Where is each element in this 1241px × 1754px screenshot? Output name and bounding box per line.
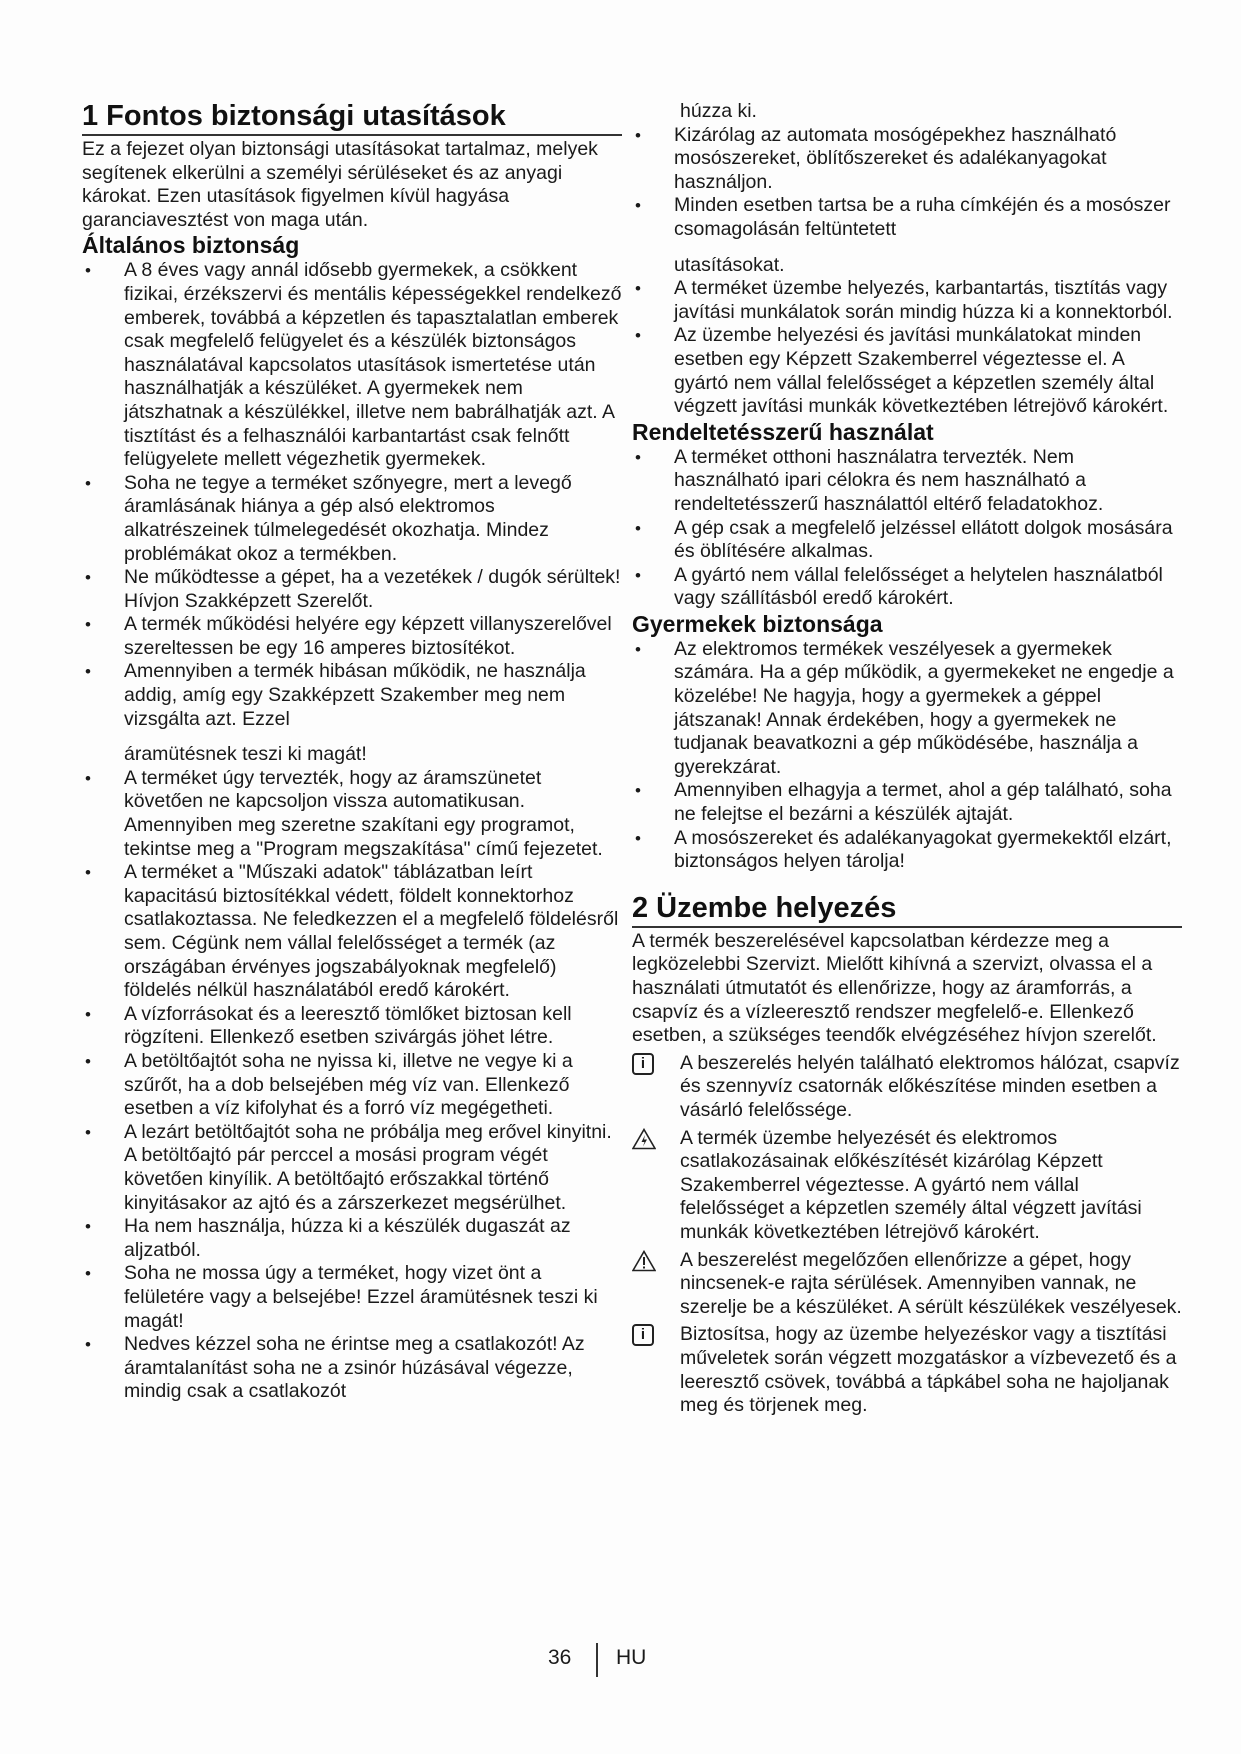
general-safety-list-2 — [82, 767, 622, 1404]
list-item: • A vízforrásokat és a leeresztő tömlőket biztosan kell rögzíteni. Ellenkező esetben szivárgás jöhet létre. — [82, 1003, 622, 1050]
list-item: • A terméket a "Műszaki adatok" táblázatban leírt kapacitású biztosítékkal védett, földelt konnektorhoz csatlakoztassa. Ne feledkezzen el a megfelelő földelésről sem. Cégünk nem vállal felelősséget a termék (az országában érvényes jogszabályoknak megfelelő) földelés nélkül használatából eredő károkért. — [82, 861, 622, 1003]
list-item-continuation: utasításokat. — [674, 253, 785, 276]
info-icon: i — [632, 1053, 654, 1075]
section1-title: 1 Fontos biztonsági utasítások — [82, 100, 622, 136]
list-item: • A mosószereket és adalékanyagokat gyermekektől elzárt, biztonságos helyen tárolja! — [632, 827, 1182, 874]
child-safety-list — [632, 638, 1182, 874]
list-item: • Soha ne tegye a terméket szőnyegre, mert a levegő áramlásának hiánya a gép alsó elektromos alkatrészeinek túlmelegedését okozhatja. Mindez problémákat okoz a termékben. — [82, 472, 622, 566]
info-note — [632, 1323, 1182, 1417]
note-text: A termék üzembe helyezését és elektromos csatlakozásainak előkészítését kizárólag Képzett Szakemberrel végeztesse. A gyártó nem vállal felelősséget a képzetlen személy által végzett javítási munkák következtében létrejövő károkért. — [680, 1126, 1142, 1243]
list-item: • A gyártó nem vállal felelősséget a helytelen használatból vagy szállításból eredő károkért. — [632, 564, 1182, 611]
footer-divider — [596, 1643, 598, 1677]
list-item: • Ha nem használja, húzza ki a készülék dugaszát az aljzatból. — [82, 1215, 622, 1262]
note-text: A beszerelés helyén található elektromos hálózat, csapvíz és szennyvíz csatornák előkészítése minden esetben a vásárló felelőssége. — [680, 1051, 1180, 1121]
warning-note — [632, 1249, 1182, 1320]
list-item: • A gép csak a megfelelő jelzéssel ellátott dolgok mosására és öblítésére alkalmas. — [632, 517, 1182, 564]
list-item: • Az üzembe helyezési és javítási munkálatokat minden esetben egy Képzett Szakemberrel végeztesse el. A gyártó nem vállal felelősséget a képzetlen személy által végzett javítási munkák következtében létrejövő károkért. — [632, 324, 1182, 418]
list-item: • Soha ne mossa úgy a terméket, hogy vizet önt a felületére vagy a belsejébe! Ezzel áramütésnek teszi ki magát! — [82, 1262, 622, 1333]
list-item: • A lezárt betöltőajtót soha ne próbálja meg erővel kinyitni. A betöltőajtó pár perccel a mosási program végét követően kinyílik. A betöltőajtó erőszakkal történő kinyitásakor az ajtó és a zárszerkezet megsérülhet. — [82, 1121, 622, 1215]
note-text: Biztosítsa, hogy az üzembe helyezéskor vagy a tisztítási műveletek során végzett mozgatáskor a vízbevezető és a leeresztő csövek, továbbá a tápkábel soha ne hajoljanak meg és törjenek meg. — [680, 1323, 1177, 1417]
child-safety-heading: Gyermekek biztonsága — [632, 610, 883, 637]
info-icon: i — [632, 1324, 654, 1346]
general-safety-list — [82, 259, 622, 731]
list-item: • A 8 éves vagy annál idősebb gyermekek, a csökkent fizikai, érzékszervi és mentális képességekkel rendelkező emberek, továbbá a képzetlen és tapasztalatlan emberek csak megfelelő felügyelet és a készülék biztonságos használatával kapcsolatos utasítások ismertetése után használhatják a készüléket. A gyermekek nem játszhatnak a készülékkel, illetve nem babrálhatják azt. A tisztítást és a felhasználói karbantartást csak felnőtt felügyelete mellett végezhetik gyermekek. — [82, 259, 622, 471]
info-note — [632, 1052, 1182, 1123]
warning-icon — [632, 1128, 654, 1150]
warning-note — [632, 1127, 1182, 1245]
general-safety-list-4 — [632, 277, 1182, 419]
right-column — [632, 100, 1182, 1420]
list-item: • A termék működési helyére egy képzett villanyszerelővel szereltessen be egy 16 amperes biztosítékot. — [82, 613, 622, 660]
list-item: • Amennyiben elhagyja a termet, ahol a gép található, soha ne felejtse el bezárni a készülék ajtaját. — [632, 779, 1182, 826]
list-item: • Minden esetben tartsa be a ruha címkéjén és a mosószer csomagolásán feltüntetett — [632, 194, 1182, 241]
page-number: 36 — [548, 1646, 572, 1669]
intended-use-heading: Rendeltetésszerű használat — [632, 418, 934, 445]
left-column — [82, 100, 622, 1404]
note-text: A beszerelést megelőzően ellenőrizze a gépet, hogy nincsenek-e rajta sérülések. Amennyiben vannak, ne szerelje be a készüléket. A sérült készülékek veszélyesek. — [680, 1248, 1182, 1318]
general-safety-heading: Általános biztonság — [82, 232, 300, 259]
list-item-continuation: húzza ki. — [680, 100, 757, 122]
list-item: • A betöltőajtót soha ne nyissa ki, illetve ne vegye ki a szűrőt, ha a dob belsejében még víz van. Ellenkező esetben a víz kifolyhat és a forró víz megégetheti. — [82, 1050, 622, 1121]
section2-intro: A termék beszerelésével kapcsolatban kérdezze meg a legközelebbi Szervizt. Mielőtt kihívná a szervizt, olvassa el a használati útmutatót és ellenőrizze, hogy az áramforrás, a csapvíz és a vízleeresztő rendszer megfelelő-e. Ellenkező esetben, a szükséges teendők elvégzéséhez hívjon szerelőt. — [632, 929, 1157, 1047]
warning-icon — [632, 1250, 654, 1272]
intended-use-list — [632, 446, 1182, 611]
list-item: • A terméket üzembe helyezés, karbantartás, tisztítás vagy javítási munkálatok során mindig húzza ki a konnektorból. — [632, 277, 1182, 324]
list-item-continuation: áramütésnek teszi ki magát! — [124, 743, 367, 766]
list-item: • Nedves kézzel soha ne érintse meg a csatlakozót! Az áramtalanítást soha ne a zsinór húzásával végezze, mindig csak a csatlakozót — [82, 1333, 622, 1404]
page-footer — [0, 1643, 1241, 1683]
section2-title: 2 Üzembe helyezés — [632, 892, 1182, 928]
list-item: • Az elektromos termékek veszélyesek a gyermekek számára. Ha a gép működik, a gyermekeket ne engedje a közelébe! Ne hagyja, hogy a gyermekek a géppel játszanak! Annak érdekében, hogy a gyermekek ne tudjanak beavatkozni a gép működésébe, használja a gyerekzárat. — [632, 638, 1182, 780]
general-safety-list-3 — [632, 124, 1182, 242]
section1-intro: Ez a fejezet olyan biztonsági utasításokat tartalmaz, melyek segítenek elkerülni a személyi sérüléseket és az anyagi károkat. Ezen utasítások figyelmen kívül hagyása garanciavesztést von maga után. — [82, 138, 598, 231]
list-item: • A terméket úgy tervezték, hogy az áramszünetet követően ne kapcsoljon vissza automatikusan. Amennyiben meg szeretne szakítani egy programot, tekintse meg a "Program megszakítása" című fejezetet. — [82, 767, 622, 861]
list-item: • Ne működtesse a gépet, ha a vezetékek / dugók sérültek! Hívjon Szakképzett Szerelőt. — [82, 566, 622, 613]
list-item: • A terméket otthoni használatra tervezték. Nem használható ipari célokra és nem használható a rendeltetésszerű használattól eltérő feladatokhoz. — [632, 446, 1182, 517]
list-item: • Amennyiben a termék hibásan működik, ne használja addig, amíg egy Szakképzett Szakember meg nem vizsgálta azt. Ezzel — [82, 660, 622, 731]
list-item: • Kizárólag az automata mosógépekhez használható mosószereket, öblítőszereket és adalékanyagokat használjon. — [632, 124, 1182, 195]
language-code: HU — [616, 1646, 647, 1669]
